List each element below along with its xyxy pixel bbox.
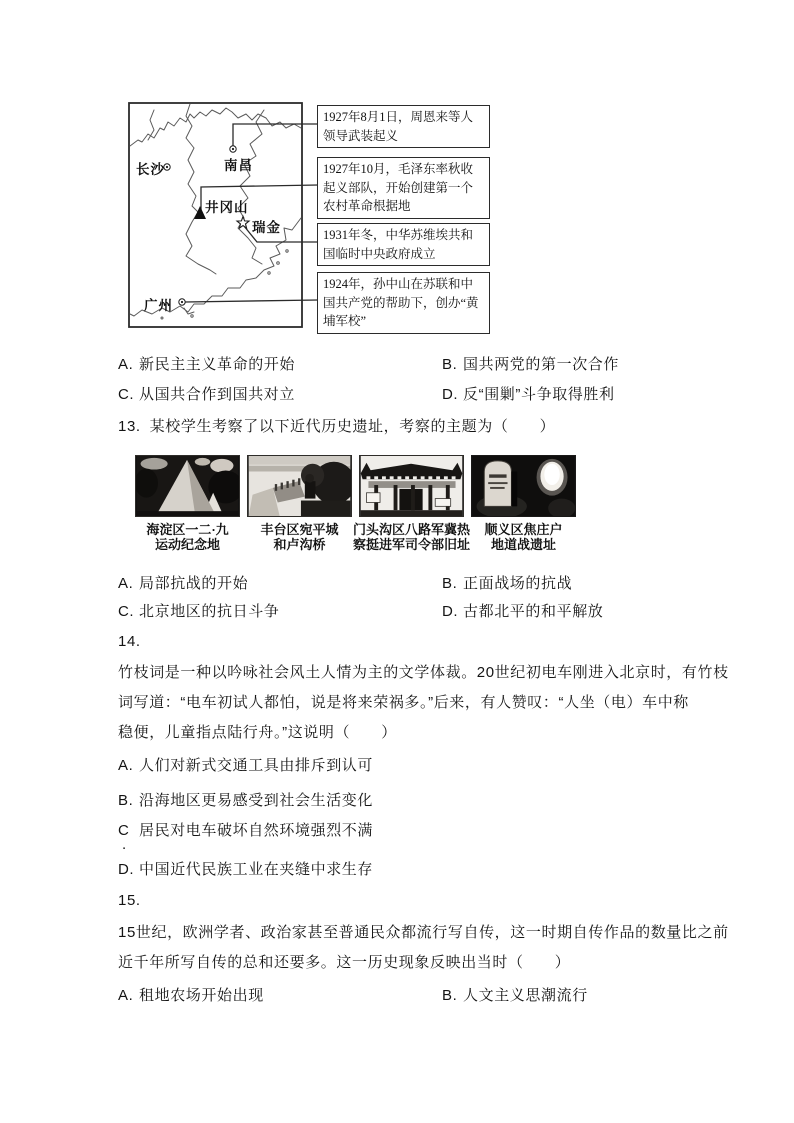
- q13-number: 13.: [118, 418, 141, 435]
- option-text: 反“围剿”斗争取得胜利: [463, 386, 615, 403]
- q12-option-d: [442, 383, 615, 404]
- option-text: 租地农场开始出现: [139, 987, 264, 1004]
- option-text: 居民对电车破坏自然环境强烈不满: [139, 822, 374, 839]
- caption-line-2: 和卢沟桥: [273, 537, 326, 552]
- caption-line-1: 海淀区一二·九: [146, 522, 229, 537]
- option-text: 国共两党的第一次合作: [463, 356, 620, 373]
- tunnel-photo-art: [472, 456, 575, 516]
- callout-nanchang-uprising: 1927年8月1日，周恩来等人领导武装起义: [317, 105, 490, 148]
- option-text: 沿海地区更易感受到社会生活变化: [139, 792, 374, 809]
- q15-number: 15.: [118, 892, 141, 909]
- nanchang-marker: [230, 146, 236, 152]
- photo-lugou-bridge: [247, 455, 352, 517]
- q14-option-c: [118, 819, 373, 840]
- caption-line-2: 地道战遗址: [490, 537, 556, 552]
- option-label: A.: [118, 575, 134, 592]
- site-item-tunnel-warfare: [471, 455, 576, 552]
- option-label: A.: [118, 356, 134, 373]
- q12-option-c: [118, 383, 295, 404]
- caption-line-2: 运动纪念地: [154, 537, 220, 552]
- photo-headquarters-building: [359, 455, 464, 517]
- q14-option-b: [118, 789, 373, 810]
- option-label: C.: [118, 603, 135, 620]
- q15-option-b: [442, 984, 588, 1005]
- caption-line-2: 察挺进军司令部旧址: [353, 537, 471, 552]
- option-label: D.: [442, 386, 459, 403]
- q13-option-d: [442, 600, 603, 621]
- q15-option-a: [118, 984, 264, 1005]
- option-label: B.: [442, 356, 458, 373]
- callout-soviet-republic: 1931年冬，中华苏维埃共和国临时中央政府成立: [317, 223, 490, 266]
- caption-line-1: 丰台区宛平城: [260, 522, 339, 537]
- site-caption: [484, 522, 562, 552]
- option-label: B.: [442, 575, 458, 592]
- callout-jinggangshan-base: 1927年10月，毛泽东率秋收起义部队，开始创建第一个农村革命根据地: [317, 157, 490, 219]
- option-label: D.: [442, 603, 459, 620]
- site-item-eighth-route-hq: [353, 455, 471, 552]
- city-label-ruijin: 瑞金: [252, 220, 281, 235]
- option-text: 新民主主义革命的开始: [139, 356, 296, 373]
- q14-stem-line-2: 词写道：“电车初试人都怕，说是将来荣祸多。”后来，有人赞叹：“人坐（电）车中称: [118, 694, 689, 711]
- q14-option-a: [118, 754, 373, 775]
- option-text: 人们对新式交通工具由排斥到认可: [139, 757, 374, 774]
- option-text: 正面战场的抗战: [463, 575, 573, 592]
- q12-option-b: [442, 353, 619, 374]
- monument-photo-art: [136, 456, 239, 516]
- site-item-129-memorial: [135, 455, 240, 552]
- option-label: A.: [118, 757, 134, 774]
- photo-tunnel-entrance: [471, 455, 576, 517]
- site-caption: [146, 522, 228, 552]
- caption-line-1: 顺义区焦庄户: [484, 522, 563, 537]
- bridge-photo-art: [248, 456, 351, 516]
- building-photo-art: [360, 456, 463, 516]
- q14-option-c-stray-dot: .: [122, 836, 127, 853]
- caption-line-1: 门头沟区八路军冀热: [353, 522, 471, 537]
- q15-stem-line-1: 15世纪，欧洲学者、政治家甚至普通民众都流行写自传，这一时期自传作品的数量比之前: [118, 924, 729, 941]
- city-label-changsha: 长沙: [136, 162, 165, 177]
- q12-option-a: [118, 353, 295, 374]
- option-label: A.: [118, 987, 134, 1004]
- option-text: 局部抗战的开始: [139, 575, 249, 592]
- callout-whampoa-academy: 1924年，孙中山在苏联和中国共产党的帮助下，创办“黄埔军校”: [317, 272, 490, 334]
- q13-option-b: [442, 572, 572, 593]
- option-label: C: [118, 822, 130, 839]
- photo-129-monument: [135, 455, 240, 517]
- city-label-nanchang: 南昌: [224, 158, 253, 173]
- q14-stem-line-1: 竹枝词是一种以吟咏社会风土人情为主的文学体裁。20世纪初电车刚进入北京时，有竹枝: [118, 664, 729, 681]
- option-label: B.: [442, 987, 458, 1004]
- q14-option-d: [118, 858, 373, 879]
- option-text: 人文主义思潮流行: [463, 987, 588, 1004]
- option-label: C.: [118, 386, 135, 403]
- q13-option-a: [118, 572, 248, 593]
- site-item-lugou-bridge: [247, 455, 352, 552]
- city-label-jinggangshan: 井冈山: [205, 200, 249, 215]
- option-text: 中国近代民族工业在夹缝中求生存: [139, 861, 374, 878]
- q14-number: 14.: [118, 633, 141, 650]
- city-label-guangzhou: 广州: [144, 298, 173, 313]
- q13-stem: [118, 415, 555, 436]
- q14-stem-line-3: 稳便，儿童指点陆行舟。”这说明（ ）: [118, 724, 397, 741]
- q13-sites-row: [135, 455, 576, 552]
- q13-option-c: [118, 600, 279, 621]
- option-text: 北京地区的抗日斗争: [139, 603, 280, 620]
- q12-map-figure: [128, 100, 493, 338]
- site-caption: [260, 522, 338, 552]
- q13-stem-text: 某校学生考察了以下近代历史遗址，考察的主题为（ ）: [149, 418, 556, 435]
- option-text: 古都北平的和平解放: [463, 603, 604, 620]
- option-text: 从国共合作到国共对立: [139, 386, 296, 403]
- option-label: B.: [118, 792, 134, 809]
- site-caption: [353, 522, 470, 552]
- q15-stem-line-2: 近千年所写自传的总和还要多。这一历史现象反映出当时（ ）: [118, 954, 571, 971]
- option-label: D.: [118, 861, 135, 878]
- guangzhou-marker: [179, 299, 185, 305]
